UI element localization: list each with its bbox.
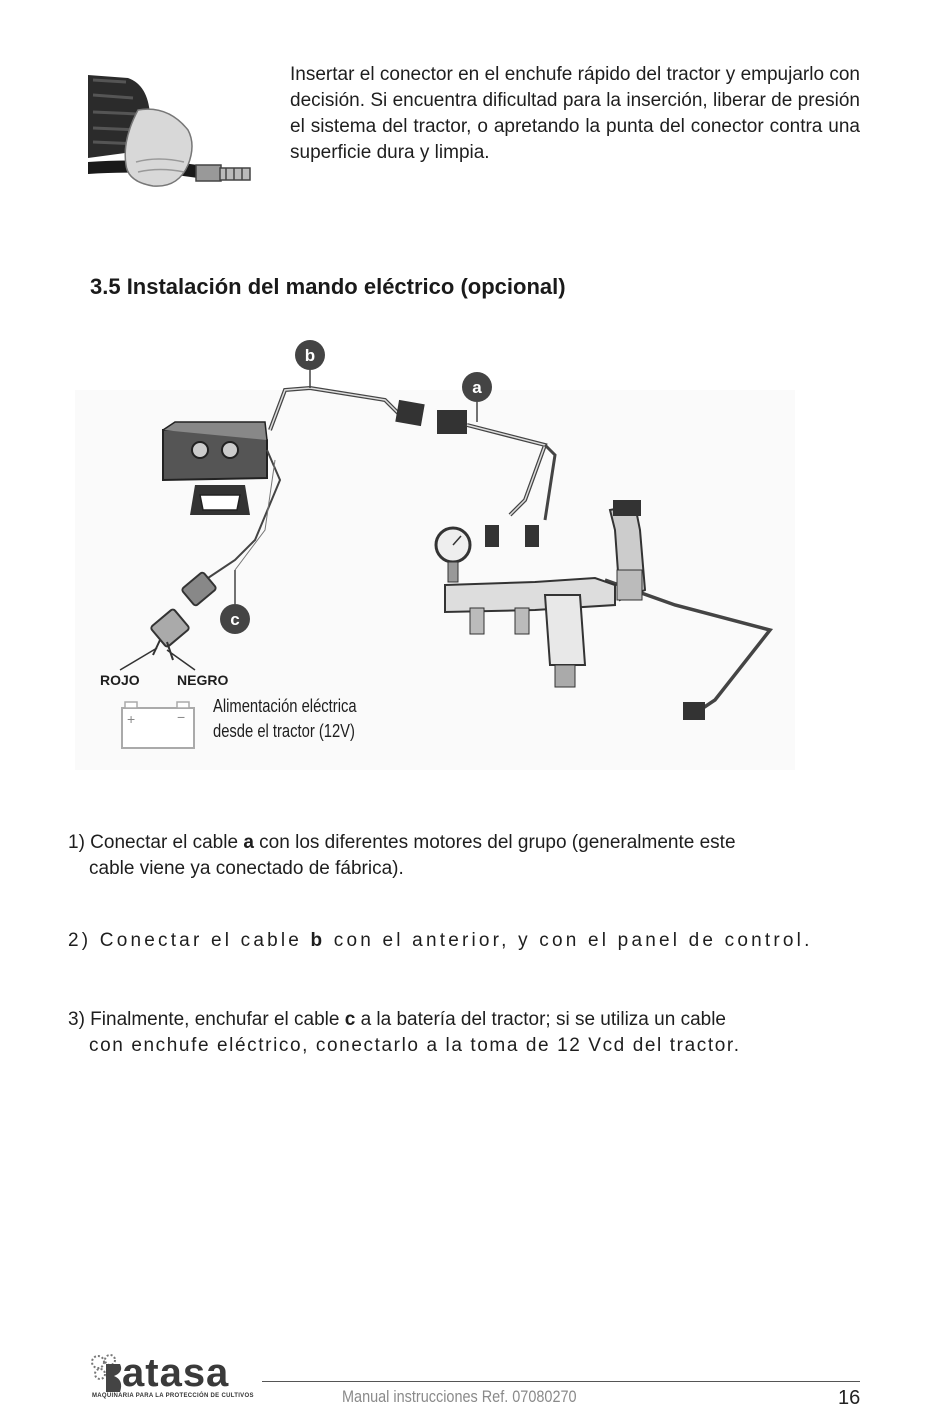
company-logo: atasa	[122, 1351, 230, 1395]
svg-text:b: b	[304, 346, 316, 365]
battery-plus: +	[127, 711, 136, 727]
connector-photo	[88, 70, 253, 190]
cable-c-ref: c	[344, 1009, 356, 1030]
manual-reference: Manual instrucciones Ref. 07080270	[342, 1387, 577, 1406]
power-caption-line2: desde el tractor (12V)	[213, 721, 355, 741]
svg-text:a: a	[472, 378, 482, 397]
cable-b-ref: b	[310, 930, 326, 951]
installation-diagram	[75, 330, 815, 770]
step-3: 3) Finalmente, enchufar el cable c a la batería del tractor; si se utiliza un cable con enchufe eléctrico, conectarlo a la toma de 12 Vcd del tractor.	[68, 1009, 741, 1056]
step-1: 1) Conectar el cable a con los diferentes motores del grupo (generalmente este cable viene ya conectado de fábrica).	[68, 832, 736, 879]
cable-a-ref: a	[243, 832, 254, 853]
footer-divider	[262, 1381, 860, 1382]
wire-red-label: ROJO	[100, 672, 140, 688]
wire-black-label: NEGRO	[177, 672, 229, 688]
company-tagline: MAQUINARIA PARA LA PROTECCIÓN DE CULTIVOS	[92, 1393, 254, 1399]
power-caption	[213, 694, 357, 744]
step-2: 2) Conectar el cable b con el anterior, y con el panel de control.	[68, 930, 813, 951]
page-number: 16	[838, 1387, 861, 1409]
section-title: 3.5 Instalación del mando eléctrico (opcional)	[90, 274, 566, 299]
intro-paragraph: Insertar el conector en el enchufe rápido del tractor y empujarlo con decisión. Si encuentra dificultad para la inserción, liberar de presión el sistema del tractor, o apretando la punta del conector contra una superficie dura y limpia.	[290, 64, 860, 163]
label-b-badge	[295, 340, 325, 388]
power-caption-line1: Alimentación eléctrica	[213, 696, 357, 716]
battery-minus: −	[177, 709, 186, 725]
svg-text:c: c	[230, 610, 240, 629]
